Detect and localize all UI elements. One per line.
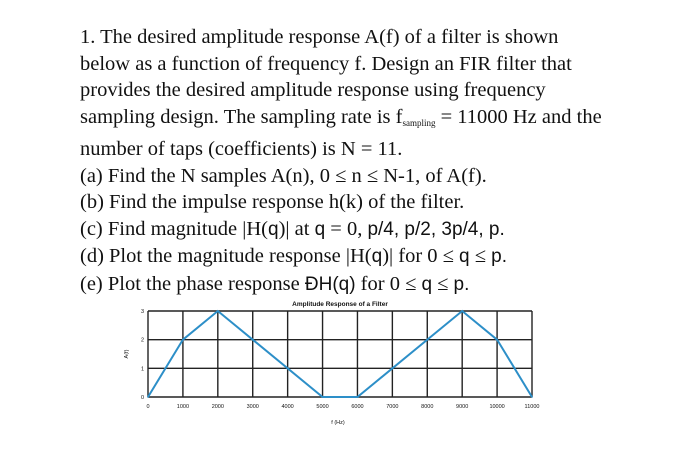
x-tick-label: 0: [146, 404, 150, 410]
y-tick-label: 2: [140, 337, 144, 344]
sampling-rate-value: = 11000 Hz and the: [435, 105, 602, 128]
phase-symbol: ĐH(q): [304, 273, 356, 295]
x-tick-label: 11000: [524, 404, 540, 410]
data-point: [357, 396, 359, 398]
y-tick-label: 1: [140, 366, 144, 373]
chart-series: [147, 310, 533, 398]
part-b: (b) Find the impulse response h(k) of the filter.: [80, 191, 465, 213]
part-c-text-3: = 0,: [325, 217, 368, 240]
theta-symbol: q: [268, 218, 279, 240]
problem-line-5: number of taps (coefficients) is N = 11.: [80, 138, 403, 160]
problem-line-3: provides the desired amplitude response using frequency: [80, 79, 546, 101]
data-point: [182, 339, 184, 341]
theta-symbol: q: [314, 218, 326, 240]
problem-line-2: below as a function of frequency f. Design an FIR filter that: [80, 52, 572, 75]
chart-title: Amplitude Response of a Filter: [292, 301, 388, 308]
x-tick-label: 6000: [351, 404, 364, 410]
series-line: [148, 311, 532, 397]
theta-symbol: q: [421, 273, 433, 295]
part-c-values: p/4, p/2, 3p/4, p.: [367, 218, 505, 240]
part-e-text-2: for 0 ≤: [355, 272, 422, 295]
data-point: [496, 339, 498, 341]
sampling-rate-text: sampling design. The sampling rate is f: [80, 105, 403, 128]
x-tick-label: 10000: [489, 404, 505, 410]
x-tick-label: 3000: [246, 404, 259, 410]
data-point: [461, 310, 463, 312]
part-a: (a) Find the N samples A(n), 0 ≤ n ≤ N-1, of A(f).: [80, 164, 487, 187]
data-point: [531, 396, 533, 398]
part-d-text-3: ≤: [469, 245, 492, 267]
x-tick-label: 9000: [456, 404, 469, 410]
data-point: [217, 310, 219, 312]
x-axis-label: f (Hz): [331, 420, 345, 426]
part-d-text: (d) Plot the magnitude response |H(: [80, 245, 372, 267]
x-tick-label: 8000: [421, 404, 434, 410]
x-tick-label: 1000: [176, 404, 190, 410]
part-c-text-2: )| at: [278, 217, 315, 240]
y-axis-label: A(f): [124, 349, 130, 359]
y-tick-label: 0: [140, 395, 144, 401]
x-tick-label: 7000: [386, 404, 399, 410]
chart-grid: [148, 311, 532, 397]
data-point: [147, 396, 149, 398]
part-e-text-3: ≤: [432, 272, 454, 295]
x-tick-label: 5000: [316, 404, 329, 410]
theta-symbol: q: [459, 246, 470, 267]
part-e-text: (e) Plot the phase response: [80, 272, 305, 295]
part-c-text: (c) Find magnitude |H(: [80, 217, 268, 240]
x-tick-label: 4000: [281, 404, 294, 410]
y-tick-label: 3: [140, 309, 144, 315]
part-d-text-2: )| for 0 ≤: [382, 245, 460, 267]
pi-symbol: p.: [491, 246, 507, 267]
problem-line-1: 1. The desired amplitude response A(f) of a filter is shown: [80, 26, 559, 48]
data-point: [322, 396, 324, 398]
theta-symbol: q: [371, 246, 383, 267]
pi-symbol: p.: [453, 273, 470, 295]
x-tick-label: 2000: [211, 404, 224, 410]
sampling-subscript: sampling: [402, 117, 436, 128]
